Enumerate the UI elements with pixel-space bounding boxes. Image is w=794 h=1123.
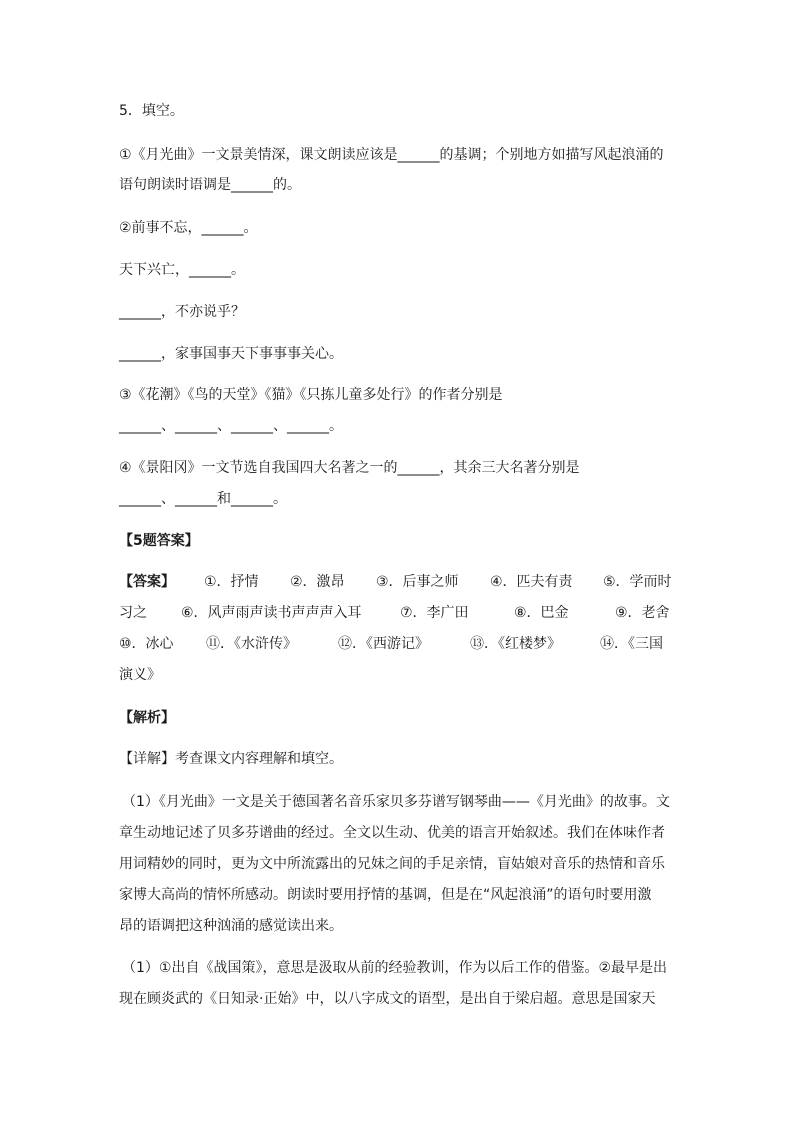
answer-item-14b: 演义》	[119, 667, 161, 683]
answer-item-12: ⑫．《西游记》	[338, 636, 429, 652]
answer-item-14a: ⑭．《三国	[600, 636, 663, 652]
answer-heading: 【5题答案】	[119, 533, 199, 549]
answer-label: 【答案】	[119, 574, 175, 590]
analysis-p1-line-4: 家博大高尚的情怀所感动。朗读时要用抒情的基调，但是在“风起浪涌”的语句时要用激	[119, 887, 652, 903]
answer-item-10: ⑩．冰心	[119, 636, 174, 652]
question-3-line-2: ______、______、______、______。	[119, 418, 343, 434]
question-2-line-2: 天下兴亡，______。	[119, 262, 245, 278]
question-4-line-2: ______、______和______。	[119, 491, 287, 507]
answer-item-11: ⑪．《水浒传》	[206, 636, 297, 652]
question-1-line-1: ①《月光曲》一文景美情深，课文朗读应该是______的基调；个别地方如描写风起浪涌的	[119, 147, 664, 163]
answer-item-5b: 习之	[119, 605, 147, 621]
analysis-p2-line-1: （1）①出自《战国策》，意思是汲取从前的经验教训，作为以后工作的借鉴。②最早是出	[122, 960, 668, 976]
answer-item-5a: ⑤．学而时	[603, 574, 672, 590]
answer-item-8: ⑧．巴金	[514, 605, 569, 621]
question-4-line-1: ④《景阳冈》一文节选自我国四大名著之一的______，其余三大名著分别是	[119, 460, 580, 476]
question-2-line-4: ______，家事国事天下事事事关心。	[119, 346, 343, 362]
analysis-p1-line-1: （1）《月光曲》一文是关于德国著名音乐家贝多芬谱写钢琴曲——《月光曲》的故事。文	[122, 794, 670, 810]
answer-item-13: ⑬．《红楼梦》	[470, 636, 561, 652]
question-1-line-2: 语句朗读时语调是______的。	[119, 177, 301, 193]
answer-item-6: ⑥．风声雨声读书声声声入耳	[181, 605, 362, 621]
answer-row-2	[0, 603, 794, 623]
question-2-line-1: ②前事不忘，______。	[119, 220, 258, 236]
answer-item-7: ⑦．李广田	[400, 605, 469, 621]
question-title: 5．填空。	[119, 103, 184, 119]
analysis-p1-line-2: 章生动地记述了贝多芬谱曲的经过。全文以生动、优美的语言开始叙述。我们在体味作者	[119, 825, 665, 841]
question-3-line-1: ③《花潮》《鸟的天堂》《猫》《只拣儿童多处行》的作者分别是	[119, 387, 503, 403]
question-2-line-3: ______，不亦说乎？	[119, 304, 245, 320]
analysis-p1-line-5: 昂的语调把这种汹涌的感觉读出来。	[119, 918, 343, 934]
analysis-heading: 【解析】	[119, 710, 175, 726]
analysis-p2-line-2: 现在顾炎武的《日知录·正始》中，以八字成文的语型，是出自于梁启超。意思是国家天	[119, 991, 656, 1007]
analysis-p1-line-3: 用词精妙的同时，更为文中所流露出的兄妹之间的手足亲情，盲姑娘对音乐的热情和音乐	[119, 856, 665, 872]
answer-row-3	[0, 634, 794, 654]
answer-item-3: ③．后事之师	[376, 574, 459, 590]
answer-item-2: ②．激昂	[290, 574, 345, 590]
answer-item-9: ⑨．老舍	[615, 605, 670, 621]
analysis-detail: 【详解】考查课文内容理解和填空。	[119, 751, 343, 767]
answer-row-1	[0, 572, 794, 592]
answer-item-1: ①．抒情	[204, 574, 259, 590]
answer-item-4: ④．匹夫有责	[490, 574, 573, 590]
